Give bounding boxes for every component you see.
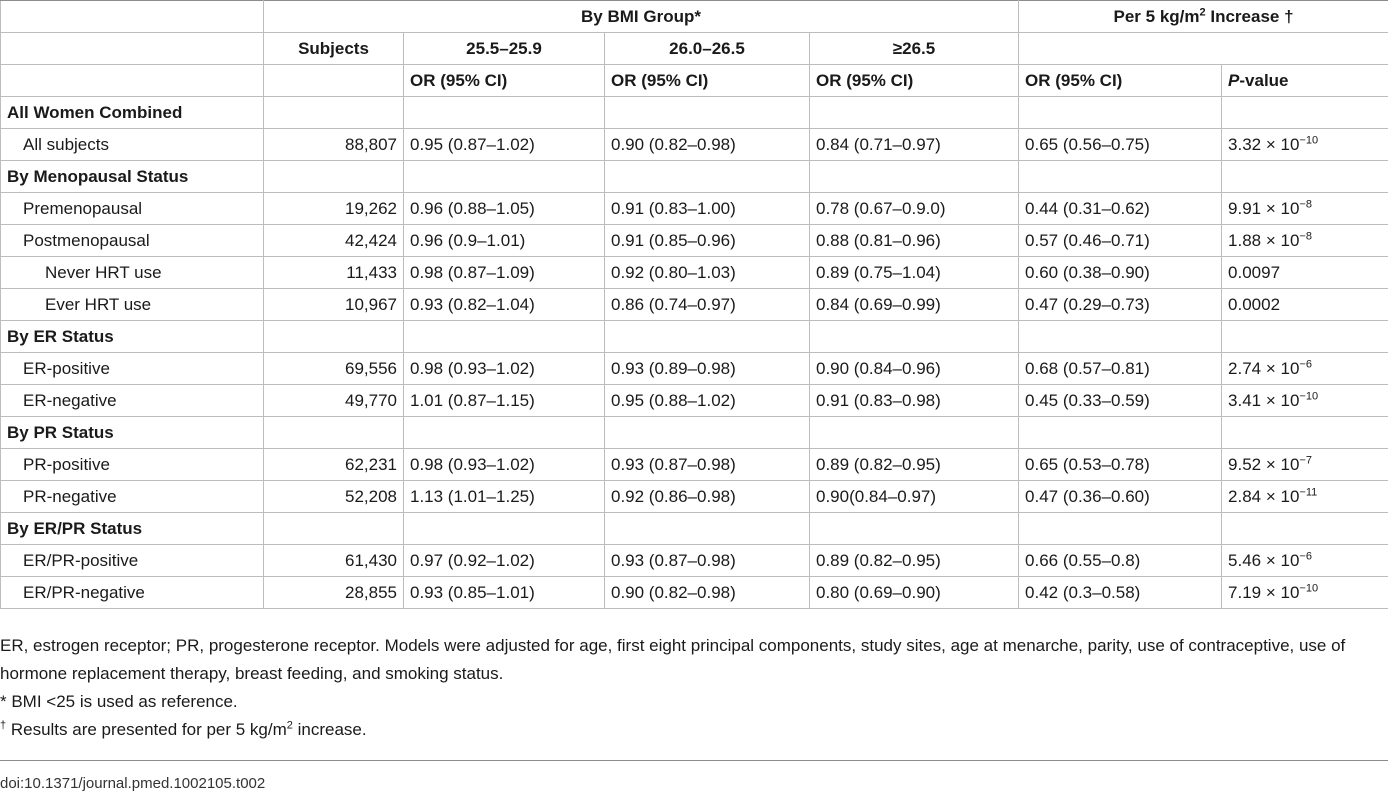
header-empty-cell bbox=[1019, 33, 1388, 65]
row-label: Never HRT use bbox=[1, 257, 264, 289]
row-label: ER-negative bbox=[1, 385, 264, 417]
or-group-1-cell: 1.01 (0.87–1.15) bbox=[404, 385, 605, 417]
empty-cell bbox=[1019, 161, 1222, 193]
or-group-1-cell: 1.13 (1.01–1.25) bbox=[404, 481, 605, 513]
subjects-cell: 28,855 bbox=[264, 577, 404, 609]
or-group-3-cell: 0.89 (0.75–1.04) bbox=[810, 257, 1019, 289]
table-row bbox=[1, 449, 1388, 481]
or-group-3-cell: 0.89 (0.82–0.95) bbox=[810, 449, 1019, 481]
or-group-1-cell: 0.93 (0.85–1.01) bbox=[404, 577, 605, 609]
or-group-1-cell: 0.97 (0.92–1.02) bbox=[404, 545, 605, 577]
subjects-cell: 69,556 bbox=[264, 353, 404, 385]
header-empty-cell bbox=[264, 65, 404, 97]
p-value-base: 2.84 × 10 bbox=[1228, 487, 1300, 506]
or-group-1-cell: 0.93 (0.82–1.04) bbox=[404, 289, 605, 321]
or-group-2-cell: 0.93 (0.87–0.98) bbox=[605, 545, 810, 577]
empty-cell bbox=[1019, 417, 1222, 449]
empty-cell bbox=[1222, 97, 1388, 129]
or-increase-cell: 0.45 (0.33–0.59) bbox=[1019, 385, 1222, 417]
header-per-increase: Per 5 $kg/m^2$ Increase † bbox=[1019, 1, 1388, 33]
p-value-cell bbox=[1222, 257, 1388, 289]
section-row bbox=[1, 97, 1388, 129]
empty-cell bbox=[404, 417, 605, 449]
p-value-exponent: −8 bbox=[1299, 230, 1312, 243]
table-row bbox=[1, 481, 1388, 513]
or-increase-cell: 0.68 (0.57–0.81) bbox=[1019, 353, 1222, 385]
empty-cell bbox=[404, 161, 605, 193]
subjects-cell: 19,262 bbox=[264, 193, 404, 225]
empty-cell bbox=[810, 417, 1019, 449]
empty-cell bbox=[264, 513, 404, 545]
empty-cell bbox=[264, 417, 404, 449]
or-increase-cell: 0.65 (0.56–0.75) bbox=[1019, 129, 1222, 161]
p-value-exponent: −6 bbox=[1299, 550, 1312, 563]
or-increase-cell: 0.66 (0.55–0.8) bbox=[1019, 545, 1222, 577]
empty-cell bbox=[264, 161, 404, 193]
p-value-base: 5.46 × 10 bbox=[1228, 551, 1300, 570]
subjects-cell: 11,433 bbox=[264, 257, 404, 289]
or-increase-cell: 0.47 (0.29–0.73) bbox=[1019, 289, 1222, 321]
header-or-ci-3: OR (95% CI) bbox=[810, 65, 1019, 97]
p-value-base: 3.32 × 10 bbox=[1228, 135, 1300, 154]
table-notes bbox=[0, 632, 1388, 744]
or-group-2-cell: 0.90 (0.82–0.98) bbox=[605, 129, 810, 161]
empty-cell bbox=[1019, 97, 1222, 129]
p-value-cell bbox=[1222, 193, 1388, 225]
table-row bbox=[1, 353, 1388, 385]
header-or-ci-increase: OR (95% CI) bbox=[1019, 65, 1222, 97]
or-group-2-cell: 0.95 (0.88–1.02) bbox=[605, 385, 810, 417]
p-value-cell bbox=[1222, 353, 1388, 385]
row-label: Ever HRT use bbox=[1, 289, 264, 321]
or-group-2-cell: 0.91 (0.83–1.00) bbox=[605, 193, 810, 225]
header-group-2: 26.0–26.5 bbox=[605, 33, 810, 65]
p-value-exponent: −11 bbox=[1299, 486, 1318, 499]
or-increase-cell: 0.44 (0.31–0.62) bbox=[1019, 193, 1222, 225]
header-or-ci-1: OR (95% CI) bbox=[404, 65, 605, 97]
header-row-1 bbox=[1, 1, 1388, 33]
p-value-exponent: −10 bbox=[1299, 582, 1319, 595]
section-row bbox=[1, 417, 1388, 449]
empty-cell bbox=[1222, 417, 1388, 449]
p-value-exponent: −10 bbox=[1299, 134, 1319, 147]
empty-cell bbox=[404, 321, 605, 353]
p-value-base: 3.41 × 10 bbox=[1228, 391, 1300, 410]
row-label: Premenopausal bbox=[1, 193, 264, 225]
p-value-exponent: −7 bbox=[1299, 454, 1312, 467]
empty-cell bbox=[264, 321, 404, 353]
table-row bbox=[1, 193, 1388, 225]
row-label: ER-positive bbox=[1, 353, 264, 385]
empty-cell bbox=[1222, 513, 1388, 545]
or-group-3-cell: 0.84 (0.69–0.99) bbox=[810, 289, 1019, 321]
empty-cell bbox=[1222, 321, 1388, 353]
subjects-cell: 88,807 bbox=[264, 129, 404, 161]
empty-cell bbox=[605, 513, 810, 545]
p-value-base: 0.0002 bbox=[1228, 295, 1281, 314]
or-group-2-cell: 0.86 (0.74–0.97) bbox=[605, 289, 810, 321]
section-row bbox=[1, 321, 1388, 353]
p-value-cell bbox=[1222, 545, 1388, 577]
table-body bbox=[1, 97, 1388, 609]
row-label: PR-positive bbox=[1, 449, 264, 481]
or-group-2-cell: 0.92 (0.80–1.03) bbox=[605, 257, 810, 289]
p-value-cell bbox=[1222, 225, 1388, 257]
subjects-cell: 49,770 bbox=[264, 385, 404, 417]
or-group-2-cell: 0.93 (0.87–0.98) bbox=[605, 449, 810, 481]
header-empty-cell bbox=[1, 65, 264, 97]
or-group-3-cell: 0.90(0.84–0.97) bbox=[810, 481, 1019, 513]
or-increase-cell: 0.47 (0.36–0.60) bbox=[1019, 481, 1222, 513]
header-empty-cell bbox=[1, 1, 264, 33]
or-group-1-cell: 0.98 (0.93–1.02) bbox=[404, 353, 605, 385]
or-group-1-cell: 0.96 (0.88–1.05) bbox=[404, 193, 605, 225]
p-value-base: 2.74 × 10 bbox=[1228, 359, 1300, 378]
or-group-1-cell: 0.98 (0.93–1.02) bbox=[404, 449, 605, 481]
p-value-base: 9.52 × 10 bbox=[1228, 455, 1300, 474]
p-value-cell bbox=[1222, 385, 1388, 417]
empty-cell bbox=[605, 97, 810, 129]
footnote-per-increase: † Results are presented for per 5 $kg/m^2$ increase. bbox=[0, 719, 367, 739]
or-increase-cell: 0.57 (0.46–0.71) bbox=[1019, 225, 1222, 257]
p-value-exponent: −10 bbox=[1299, 390, 1319, 403]
p-value-base: 9.91 × 10 bbox=[1228, 199, 1300, 218]
table-row bbox=[1, 257, 1388, 289]
or-group-3-cell: 0.84 (0.71–0.97) bbox=[810, 129, 1019, 161]
footnote-reference: * BMI <25 is used as reference. bbox=[0, 692, 238, 711]
or-group-2-cell: 0.90 (0.82–0.98) bbox=[605, 577, 810, 609]
p-value-cell bbox=[1222, 577, 1388, 609]
row-label: PR-negative bbox=[1, 481, 264, 513]
section-label: By PR Status bbox=[1, 417, 264, 449]
doi-divider bbox=[0, 760, 1388, 761]
or-group-3-cell: 0.88 (0.81–0.96) bbox=[810, 225, 1019, 257]
row-label: All subjects bbox=[1, 129, 264, 161]
or-group-3-cell: 0.91 (0.83–0.98) bbox=[810, 385, 1019, 417]
empty-cell bbox=[1019, 513, 1222, 545]
header-group-3: ≥26.5 bbox=[810, 33, 1019, 65]
section-row bbox=[1, 161, 1388, 193]
or-group-3-cell: 0.78 (0.67–0.9.0) bbox=[810, 193, 1019, 225]
p-value-cell bbox=[1222, 289, 1388, 321]
empty-cell bbox=[605, 161, 810, 193]
empty-cell bbox=[810, 321, 1019, 353]
header-by-bmi-group: By BMI Group* bbox=[264, 1, 1019, 33]
or-increase-cell: 0.65 (0.53–0.78) bbox=[1019, 449, 1222, 481]
header-group-1: 25.5–25.9 bbox=[404, 33, 605, 65]
table-row bbox=[1, 129, 1388, 161]
empty-cell bbox=[810, 513, 1019, 545]
p-value-base: 0.0097 bbox=[1228, 263, 1281, 282]
header-p-value: P-value bbox=[1222, 65, 1388, 97]
empty-cell bbox=[1019, 321, 1222, 353]
subjects-cell: 62,231 bbox=[264, 449, 404, 481]
doi-text: doi:10.1371/journal.pmed.1002105.t002 bbox=[0, 775, 266, 792]
row-label: ER/PR-negative bbox=[1, 577, 264, 609]
or-group-3-cell: 0.80 (0.69–0.90) bbox=[810, 577, 1019, 609]
table-row bbox=[1, 545, 1388, 577]
empty-cell bbox=[605, 321, 810, 353]
subjects-cell: 52,208 bbox=[264, 481, 404, 513]
or-group-3-cell: 0.89 (0.82–0.95) bbox=[810, 545, 1019, 577]
header-or-ci-2: OR (95% CI) bbox=[605, 65, 810, 97]
empty-cell bbox=[404, 97, 605, 129]
p-value-cell bbox=[1222, 129, 1388, 161]
row-label: ER/PR-positive bbox=[1, 545, 264, 577]
abbreviations-note: ER, estrogen receptor; PR, progesterone receptor. Models were adjusted for age, first eight principal components, study sites, age at menarche, parity, use of contraceptive, use of hormone replacement therapy, breast feeding, and smoking status. bbox=[0, 636, 1346, 683]
subjects-cell: 42,424 bbox=[264, 225, 404, 257]
section-label: By ER/PR Status bbox=[1, 513, 264, 545]
or-group-2-cell: 0.93 (0.89–0.98) bbox=[605, 353, 810, 385]
or-increase-cell: 0.60 (0.38–0.90) bbox=[1019, 257, 1222, 289]
or-group-3-cell: 0.90 (0.84–0.96) bbox=[810, 353, 1019, 385]
p-value-cell bbox=[1222, 481, 1388, 513]
subjects-cell: 61,430 bbox=[264, 545, 404, 577]
p-value-cell bbox=[1222, 449, 1388, 481]
or-group-1-cell: 0.98 (0.87–1.09) bbox=[404, 257, 605, 289]
or-group-2-cell: 0.91 (0.85–0.96) bbox=[605, 225, 810, 257]
header-subjects: Subjects bbox=[264, 33, 404, 65]
or-increase-cell: 0.42 (0.3–0.58) bbox=[1019, 577, 1222, 609]
table-row bbox=[1, 577, 1388, 609]
row-label: Postmenopausal bbox=[1, 225, 264, 257]
subjects-cell: 10,967 bbox=[264, 289, 404, 321]
header-empty-cell bbox=[1, 33, 264, 65]
p-value-base: 7.19 × 10 bbox=[1228, 583, 1300, 602]
table-row bbox=[1, 289, 1388, 321]
empty-cell bbox=[404, 513, 605, 545]
empty-cell bbox=[810, 97, 1019, 129]
or-group-1-cell: 0.95 (0.87–1.02) bbox=[404, 129, 605, 161]
section-row bbox=[1, 513, 1388, 545]
header-row-3 bbox=[1, 65, 1388, 97]
empty-cell bbox=[605, 417, 810, 449]
or-group-2-cell: 0.92 (0.86–0.98) bbox=[605, 481, 810, 513]
section-label: By ER Status bbox=[1, 321, 264, 353]
empty-cell bbox=[264, 97, 404, 129]
header-row-2 bbox=[1, 33, 1388, 65]
p-value-base: 1.88 × 10 bbox=[1228, 231, 1300, 250]
empty-cell bbox=[1222, 161, 1388, 193]
section-label: By Menopausal Status bbox=[1, 161, 264, 193]
table-row bbox=[1, 225, 1388, 257]
empty-cell bbox=[810, 161, 1019, 193]
p-value-exponent: −8 bbox=[1299, 198, 1312, 211]
table-row bbox=[1, 385, 1388, 417]
section-label: All Women Combined bbox=[1, 97, 264, 129]
p-value-exponent: −6 bbox=[1299, 358, 1312, 371]
or-group-1-cell: 0.96 (0.9–1.01) bbox=[404, 225, 605, 257]
